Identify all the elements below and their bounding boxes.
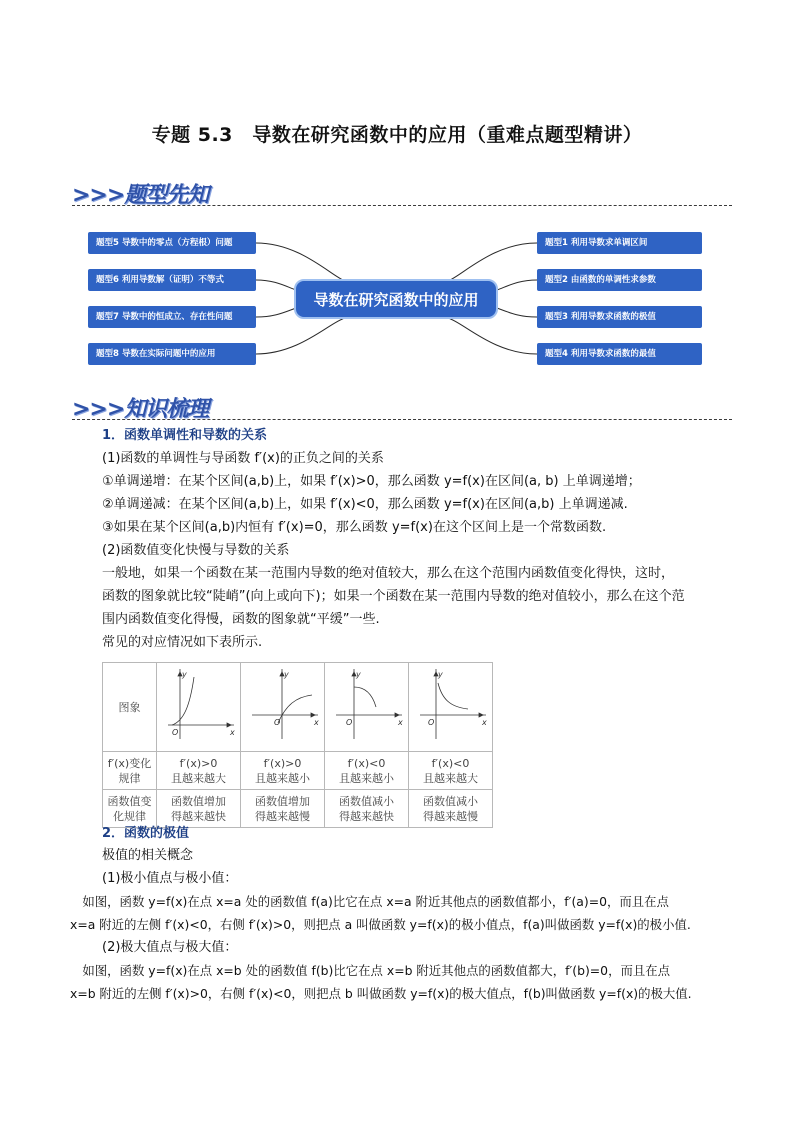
derivative-rule: f′(x)>0 且越来越大 (157, 752, 241, 790)
text-line: (2)极大值点与极大值： (102, 940, 238, 955)
text-line: 函数的图象就比较“陡峭”(向上或向下)；如果一个函数在某一范围内导数的绝对值较小，那么在这个范 (102, 589, 685, 604)
text-line: ②单调递减：在某个区间(a,b)上，如果 f′(x)<0，那么函数 y=f(x)在区间(a,b) 上单调递减. (102, 497, 628, 512)
row-head-derivative: f′(x)变化规律 (103, 752, 157, 790)
mindmap-topic-8: 题型8 导数在实际问题中的应用 (88, 343, 256, 365)
graph-increasing-faster (158, 663, 239, 747)
graph-decreasing-faster (326, 663, 407, 747)
section-heading-extrema: 2．函数的极值 (102, 826, 190, 841)
mindmap-topic-1: 题型1 利用导数求单调区间 (537, 232, 702, 254)
derivative-rule: f′(x)>0 且越来越小 (241, 752, 325, 790)
graph-cell (157, 663, 241, 752)
section-heading: 1．函数单调性和导数的关系 (102, 428, 268, 443)
axis-label-x: x (314, 718, 319, 727)
text-line: x=a 附近的左侧 f′(x)<0，右侧 f′(x)>0，则把点 a 叫做函数 y=f(x)的极小值点，f(a)叫做函数 y=f(x)的极小值. (70, 917, 691, 932)
text-line: 常见的对应情况如下表所示. (102, 635, 263, 650)
graph-cell (325, 663, 409, 752)
row-head-function-value: 函数值变化规律 (103, 790, 157, 828)
text-line: ①单调递增：在某个区间(a,b)上，如果 f′(x)>0，那么函数 y=f(x)在区间(a, b) 上单调递增； (102, 474, 641, 489)
section-banner-knowledge (72, 392, 732, 422)
mindmap-topic-3: 题型3 利用导数求函数的极值 (537, 306, 702, 328)
derivative-rule: f′(x)<0 且越来越大 (409, 752, 493, 790)
mindmap-topic-7: 题型7 导数中的恒成立、存在性问题 (88, 306, 256, 328)
mindmap-topic-2: 题型2 由函数的单调性求参数 (537, 269, 702, 291)
function-value-rule: 函数值减小 得越来越快 (325, 790, 409, 828)
text-line: 如图，函数 y=f(x)在点 x=a 处的函数值 f(a)比它在点 x=a 附近其他点的函数值都小，f′(a)=0，而且在点 (70, 894, 669, 909)
derivative-table (102, 662, 493, 828)
axis-label-y: y (438, 670, 443, 679)
text-line: 如图，函数 y=f(x)在点 x=b 处的函数值 f(b)比它在点 x=b 附近其他点的函数值都大，f′(b)=0，而且在点 (70, 963, 671, 978)
graph-increasing-slower (242, 663, 323, 747)
function-value-rule: 函数值增加 得越来越慢 (241, 790, 325, 828)
row-head-graph: 图象 (103, 663, 157, 752)
function-value-rule: 函数值减小 得越来越慢 (409, 790, 493, 828)
graph-cell (409, 663, 493, 752)
section-banner-question-types (72, 178, 732, 208)
axis-origin: O (428, 718, 435, 727)
text-line: ③如果在某个区间(a,b)内恒有 f′(x)=0，那么函数 y=f(x)在这个区间上是一个常数函数. (102, 520, 607, 535)
graph-cell (241, 663, 325, 752)
text-line: (1)函数的单调性与导函数 f′(x)的正负之间的关系 (102, 451, 384, 466)
dashed-divider (72, 419, 732, 420)
text-line: 围内函数值变化得慢，函数的图象就“平缓”一些. (102, 612, 380, 627)
section-extrema (70, 844, 722, 1005)
text-line: x=b 附近的左侧 f′(x)>0，右侧 f′(x)<0，则把点 b 叫做函数 y=f(x)的极大值点，f(b)叫做函数 y=f(x)的极大值. (70, 986, 692, 1001)
axis-origin: O (274, 718, 281, 727)
derivative-rule: f′(x)<0 且越来越小 (325, 752, 409, 790)
axis-origin: O (172, 728, 179, 737)
axis-label-x: x (398, 718, 403, 727)
axis-label-x: x (230, 728, 235, 737)
axis-label-y: y (182, 670, 187, 679)
mindmap-center: 导数在研究函数中的应用 (294, 279, 498, 319)
axis-label-y: y (284, 670, 289, 679)
axis-origin: O (346, 718, 353, 727)
banner-text: >>>题型先知 (72, 183, 209, 208)
banner-text: >>>知识梳理 (72, 397, 209, 422)
section-monotonicity (102, 424, 722, 654)
page-title: 专题 5.3 导数在研究函数中的应用（重难点题型精讲） (151, 124, 643, 146)
function-value-rule: 函数值增加 得越来越快 (157, 790, 241, 828)
mindmap-topic-4: 题型4 利用导数求函数的最值 (537, 343, 702, 365)
graph-decreasing-slower (410, 663, 491, 747)
mindmap-topic-5: 题型5 导数中的零点（方程根）问题 (88, 232, 256, 254)
mindmap-topic-6: 题型6 利用导数解（证明）不等式 (88, 269, 256, 291)
dashed-divider (72, 205, 732, 206)
axis-label-x: x (482, 718, 487, 727)
axis-label-y: y (356, 670, 361, 679)
text-line: 极值的相关概念 (102, 848, 194, 863)
text-line: (1)极小值点与极小值： (102, 871, 238, 886)
text-line: (2)函数值变化快慢与导数的关系 (102, 543, 290, 558)
text-line: 一般地，如果一个函数在某一范围内导数的绝对值较大，那么在这个范围内函数值变化得快，这时， (102, 566, 675, 581)
